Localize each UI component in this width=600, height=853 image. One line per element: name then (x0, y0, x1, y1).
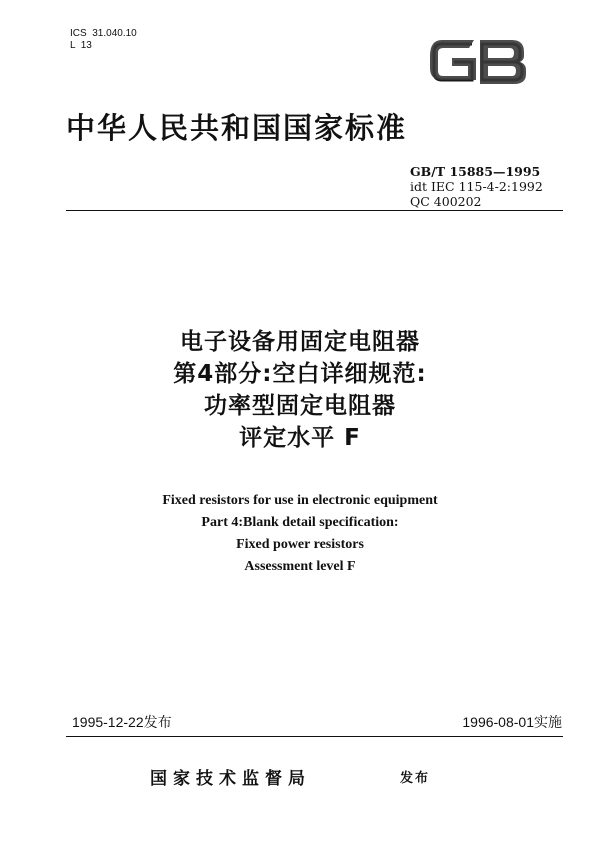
gb-logo (428, 36, 528, 88)
top-divider (66, 210, 563, 211)
cn-title-line-2: 第4部分:空白详细规范: (173, 361, 427, 387)
qc-number: QC 400202 (410, 194, 482, 209)
bottom-divider (66, 736, 563, 737)
standard-codes (410, 164, 543, 209)
issuer-suffix: 发布 (400, 771, 431, 786)
classification-codes (70, 28, 137, 52)
cn-title-line-3: 功率型固定电阻器 (204, 393, 396, 419)
en-title-line-1: Fixed resistors for use in electronic equipment (162, 493, 438, 508)
issue-date: 1995-12-22发布 (72, 714, 172, 730)
issuing-authority: 国家技术监督局 (150, 769, 311, 789)
en-title-line-3: Fixed power resistors (236, 537, 364, 552)
chinese-document-title (0, 326, 600, 454)
en-title-line-2: Part 4:Blank detail specification: (201, 515, 399, 530)
category-code: L 13 (70, 40, 92, 51)
cn-title-line-1: 电子设备用固定电阻器 (180, 329, 420, 355)
implementation-date: 1996-08-01实施 (462, 714, 562, 730)
national-standard-title: 中华人民共和国国家标准 (66, 111, 408, 145)
en-title-line-4: Assessment level F (244, 559, 356, 574)
idt-reference: idt IEC 115-4-2:1992 (410, 179, 543, 194)
standard-number: GB/T 15885—1995 (410, 164, 541, 179)
english-document-title (0, 490, 600, 578)
ics-code: ICS 31.040.10 (70, 28, 137, 39)
cn-title-line-4: 评定水平 F (239, 425, 361, 451)
